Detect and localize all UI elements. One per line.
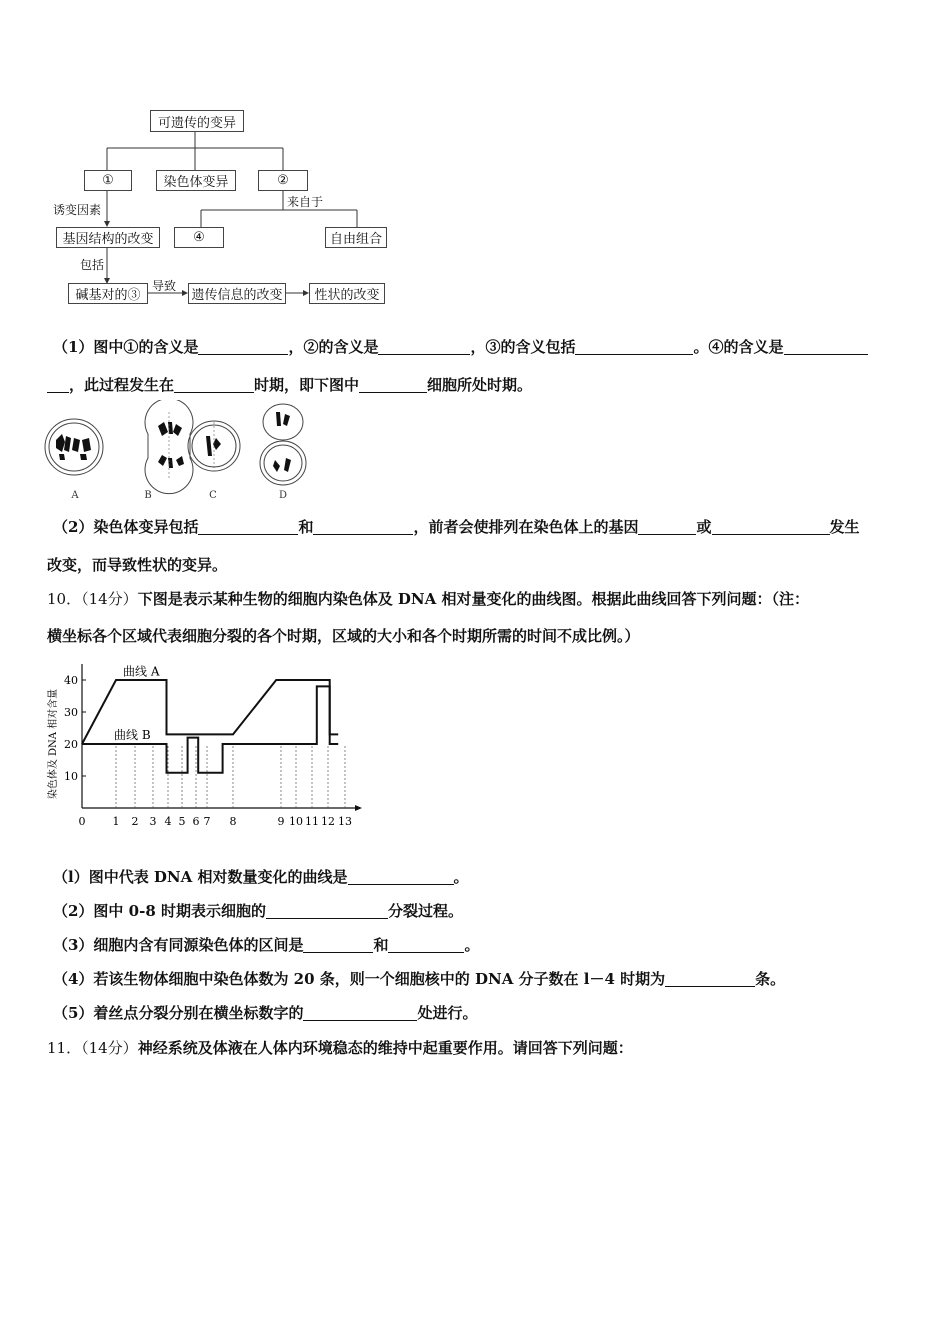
cell-figures [40, 400, 320, 505]
q9-part2-line2: 改变，而导致性状的变异。 [47, 556, 228, 574]
curve-a-label: 曲线 A [123, 664, 160, 679]
node-free-combination: 自由组合 [325, 227, 387, 248]
concept-map-connectors [0, 0, 420, 320]
cell-label: C [209, 490, 217, 501]
q9-part1-line1: （1）图中①的含义是 ，②的含义是 ，③的含义包括 。④的含义是 [53, 336, 868, 357]
x-tick-label: 12 [321, 815, 335, 828]
answer-blank[interactable] [638, 518, 696, 535]
label-from: 来自于 [287, 195, 324, 209]
answer-blank[interactable] [174, 376, 254, 393]
curve-b-label: 曲线 B [114, 728, 151, 743]
q10-sub5: （5）着丝点分裂分别在横坐标数字的 处进行。 [53, 1004, 478, 1022]
answer-blank[interactable] [388, 936, 464, 953]
q10-stem-line1: 10．（14分）下图是表示某种生物的细胞内染色体及 DNA 相对量变化的曲线图。根据此曲线回答下列问题：（注： [47, 590, 809, 608]
node-chromosome-variation: 染色体变异 [156, 170, 236, 191]
x-tick-label: 7 [203, 815, 211, 828]
answer-blank[interactable] [198, 338, 288, 355]
node-1: ① [84, 170, 132, 191]
answer-blank[interactable] [47, 376, 69, 393]
cell-b-outline [145, 400, 193, 494]
q9-part1-line2: ，此过程发生在 时期，即下图中 细胞所处时期。 [47, 374, 532, 395]
q11-stem: 11．（14分）神经系统及体液在人体内环境稳态的维持中起重要作用。请回答下列问题： [47, 1039, 633, 1057]
y-tick-label: 20 [64, 738, 78, 751]
answer-blank[interactable] [575, 338, 693, 355]
x-tick-label: 9 [277, 815, 285, 828]
y-tick-label: 30 [64, 706, 78, 719]
x-tick-label: 13 [338, 815, 352, 828]
q10-sub2: （2）图中 0-8 时期表示细胞的 分裂过程。 [53, 902, 463, 920]
cell-d-outline [263, 404, 303, 440]
q9-part2-line1: （2）染色体变异包括 和 ，前者会使排列在染色体上的基因 或 发生 [53, 518, 860, 536]
node-trait-change: 性状的改变 [309, 283, 385, 304]
x-tick-label: 11 [305, 815, 319, 828]
label-lead: 导致 [152, 279, 177, 293]
answer-blank[interactable] [784, 338, 868, 355]
node-4: ④ [174, 227, 224, 248]
answer-blank[interactable] [348, 868, 454, 885]
answer-blank[interactable] [198, 518, 298, 535]
q10-sub3: （3）细胞内含有同源染色体的区间是 和 。 [53, 936, 480, 954]
answer-blank[interactable] [303, 1004, 417, 1021]
x-tick-label: 1 [112, 815, 120, 828]
x-tick-label: 8 [229, 815, 237, 828]
x-tick-label: 0 [78, 815, 86, 828]
y-axis-label: 染色体及 DNA 相对含量 [48, 688, 59, 800]
y-tick-label: 40 [64, 674, 78, 687]
x-tick-label: 2 [131, 815, 139, 828]
cell-label: D [278, 490, 288, 501]
x-tick-label: 3 [149, 815, 157, 828]
x-tick-label: 5 [178, 815, 186, 828]
dna-chromosome-chart [40, 656, 370, 836]
node-genetic-info-change: 遗传信息的改变 [188, 283, 286, 304]
label-include: 包括 [80, 258, 105, 272]
node-heritable-variation: 可遗传的变异 [150, 110, 244, 132]
answer-blank[interactable] [359, 376, 427, 393]
x-tick-label: 4 [164, 815, 172, 828]
cell-label: A [71, 490, 79, 501]
node-base-pair: 碱基对的③ [68, 283, 148, 304]
q10-sub1: （l）图中代表 DNA 相对数量变化的曲线是 。 [53, 868, 469, 886]
answer-blank[interactable] [665, 970, 755, 987]
node-gene-structure-change: 基因结构的改变 [56, 227, 160, 248]
q10-sub4: （4）若该生物体细胞中染色体数为 20 条，则一个细胞核中的 DNA 分子数在 l－4 时期为 条。 [53, 970, 786, 988]
x-axis-arrow [355, 805, 362, 811]
answer-blank[interactable] [266, 902, 388, 919]
answer-blank[interactable] [313, 518, 413, 535]
y-tick-label: 10 [64, 770, 78, 783]
answer-blank[interactable] [712, 518, 830, 535]
answer-blank[interactable] [378, 338, 470, 355]
x-tick-label: 6 [192, 815, 200, 828]
node-2: ② [258, 170, 308, 191]
x-tick-label: 10 [289, 815, 303, 828]
q10-stem-line2: 横坐标各个区域代表细胞分裂的各个时期，区域的大小和各个时期所需的时间不成比例。） [47, 627, 640, 645]
answer-blank[interactable] [303, 936, 373, 953]
label-mutagen: 诱变因素 [53, 203, 102, 217]
cell-label: B [144, 490, 152, 501]
